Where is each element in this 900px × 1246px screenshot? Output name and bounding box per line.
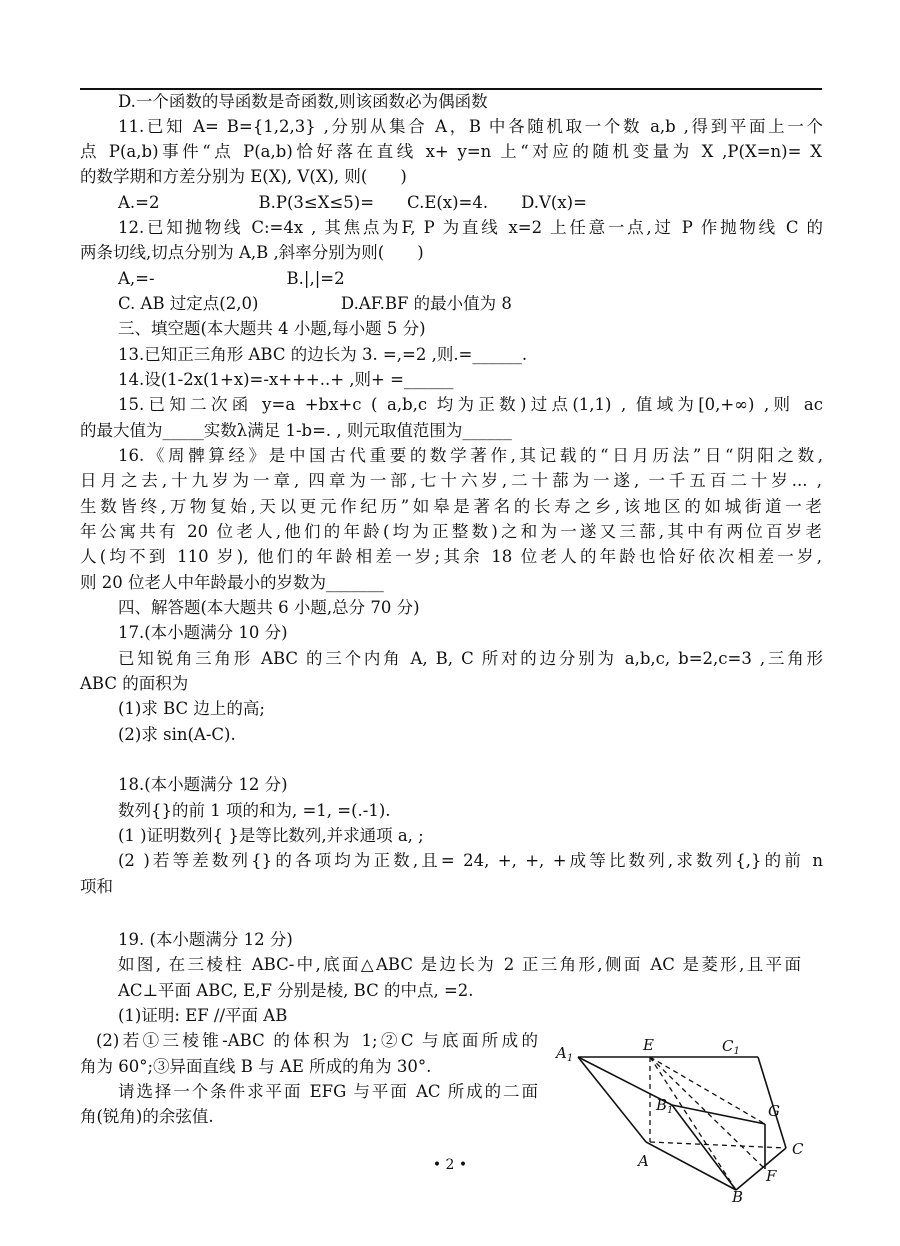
text-line: 角(锐角)的余弦值. xyxy=(80,1107,214,1126)
label-F: F xyxy=(766,1167,777,1185)
label-B1: $B_1$ xyxy=(656,1096,674,1116)
text-line: 年公寓共有 20 位老人,他们的年龄(均为正整数)之和为一遂又三蔀,其中有两位百岁老 xyxy=(80,522,822,541)
label-G: G xyxy=(768,1102,780,1120)
label-B: B xyxy=(732,1188,744,1206)
problem-heading: 17.(本小题满分 10 分) xyxy=(118,623,288,642)
label-C: C xyxy=(792,1140,804,1158)
label-C1: $C_1$ xyxy=(722,1037,740,1057)
label-A: A xyxy=(638,1152,649,1170)
section-heading: 四、解答题(本大题共 6 小题,总分 70 分) xyxy=(118,598,420,617)
text-line: 已知锐角三角形 ABC 的三个内角 A, B, C 所对的边分别为 a,b,c, b=2,c=3 ,三角形 xyxy=(118,649,823,668)
text-line: D.一个函数的导函数是奇函数,则该函数必为偶函数 xyxy=(118,92,488,111)
text-line: 日月之去,十九岁为一章, 四章为一部,七十六岁,二十蔀为一遂, 一千五百二十岁... , xyxy=(80,471,822,490)
text-line: AC⊥平面 ABC, E,F 分别是棱, BC 的中点, =2. xyxy=(118,981,474,1000)
text-line: 15.已知二次函 y=a +bx+c ( a,b,c 均为正数)过点(1,1) , 值域为[0,+∞) ,则 ac xyxy=(118,395,823,414)
label-E: E xyxy=(643,1036,654,1054)
prism-figure xyxy=(550,1036,810,1206)
text-line: (1 )证明数列{ }是等比数列,并求通项 a, ; xyxy=(118,826,424,845)
section-heading: 三、填空题(本大题共 4 小题,每小题 5 分) xyxy=(118,319,426,338)
text-line: 的数学期和方差分别为 E(X), V(X), 则( ) xyxy=(80,167,407,186)
text-line: 点 P(a,b)事件“点 P(a,b)恰好落在直线 x+ y=n 上“对应的随机变量为 X ,P(X=n)= X xyxy=(80,142,822,161)
text-line: (2)求 sin(A-C). xyxy=(118,725,236,744)
text-line: 项和 xyxy=(80,877,113,896)
text-line: 人(均不到 110 岁), 他们的年龄相差一岁;其余 18 位老人的年龄也恰好依次相差一岁, xyxy=(80,547,822,566)
text-line: (1)求 BC 边上的高; xyxy=(118,699,265,718)
text-line: 则 20 位老人中年龄最小的岁数为_______ xyxy=(80,573,384,592)
text-line: 数列{}的前 1 项的和为, =1, =(.-1). xyxy=(118,801,391,820)
label-A1: $A_1$ xyxy=(556,1044,574,1064)
text-line: 如图, 在三棱柱 ABC-中,底面△ABC 是边长为 2 正三角形,侧面 AC 是菱形,且平面 xyxy=(118,955,801,974)
text-line: 生数皆终,万物复始,天以更元作纪历”如皋是著名的长寿之乡,该地区的如城街道一老 xyxy=(80,497,822,516)
page-number: • 2 • xyxy=(432,1157,468,1173)
text-line: C. AB 过定点(2,0) D.AF.BF 的最小值为 8 xyxy=(118,294,512,313)
text-line: 16.《周髀算经》是中国古代重要的数学著作,其记载的“日月历法”日“阴阳之数, xyxy=(118,446,823,465)
text-line: 13.已知正三角形 ABC 的边长为 3. =,=2 ,则.=______. xyxy=(118,345,528,364)
problem-heading: 19. (本小题满分 12 分) xyxy=(118,930,293,949)
text-line: 角为 60°;③异面直线 B 与 AE 所成的角为 30°. xyxy=(80,1057,432,1076)
text-line: (2)若①三棱锥-ABC 的体积为 1;②C 与底面所成的 xyxy=(96,1031,538,1050)
text-line: 11.已知 A= B={1,2,3} ,分别从集合 A，B 中各随机取一个数 a,b ,得到平面上一个 xyxy=(118,117,823,136)
text-line: A.=2 B.P(3≤X≤5)= C.E(x)=4. D.V(x)= xyxy=(118,193,587,212)
text-line: ABC 的面积为 xyxy=(80,674,189,693)
text-line: 14.设(1-2x(1+x)=-x+++..+ ,则+ =______ xyxy=(118,370,454,389)
text-line: 12.已知抛物线 C:=4x , 其焦点为F, P 为直线 x=2 上任意一点,过 P 作抛物线 C 的 xyxy=(118,218,823,237)
problem-heading: 18.(本小题满分 12 分) xyxy=(118,775,288,794)
text-line: (1)证明: EF //平面 AB xyxy=(118,1006,288,1025)
text-line: A,=- B.|,|=2 xyxy=(118,269,345,288)
text-line: 请选择一个条件求平面 EFG 与平面 AC 所成的二面 xyxy=(118,1082,538,1101)
text-line: 两条切线,切点分别为 A,B ,斜率分别为则( ) xyxy=(80,243,424,262)
text-line: 的最大值为_____实数λ满足 1-b=. , 则元取值范围为______ xyxy=(80,421,512,440)
text-line: (2 )若等差数列{}的各项均为正数,且= 24, +, +, +成等比数列,求数列{,}的前 n xyxy=(118,851,823,870)
